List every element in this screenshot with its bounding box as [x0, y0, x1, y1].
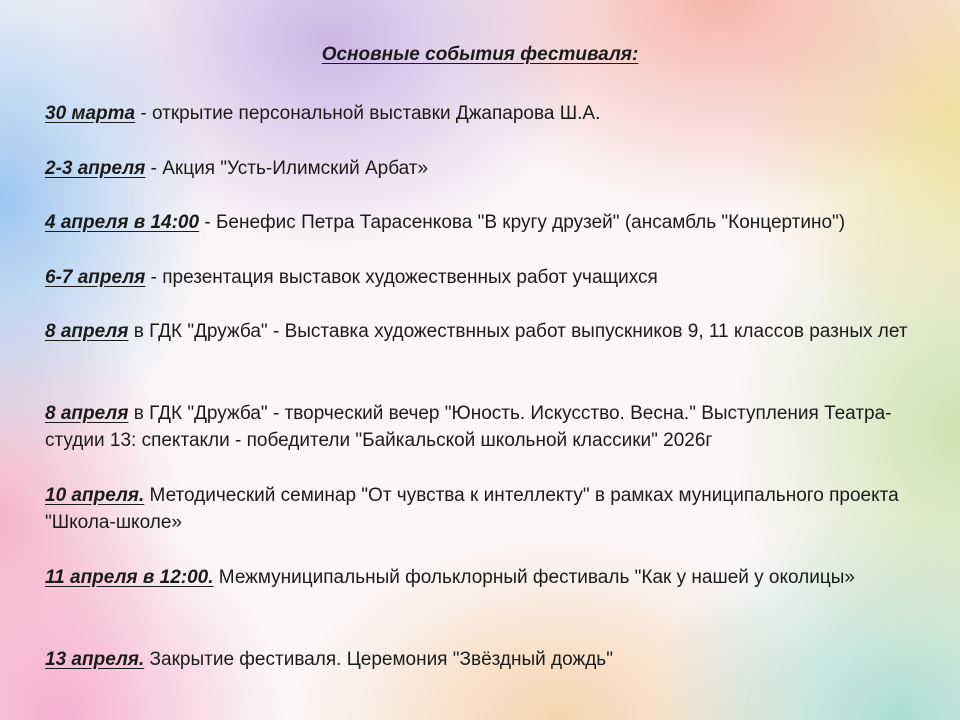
- event-text: Методический семинар "От чувства к интеллекту" в рамках муниципального проекта "Школа-школе»: [45, 485, 899, 533]
- event-date: 10 апреля.: [45, 485, 145, 506]
- event-text: Межмуниципальный фольклорный фестиваль "Как у нашей у околицы»: [213, 567, 855, 588]
- list-item: [45, 155, 925, 182]
- list-item: [45, 482, 925, 536]
- list-item: [45, 209, 925, 236]
- event-date: 8 апреля: [45, 321, 129, 342]
- event-text: в ГДК "Дружба" - творческий вечер "Юность. Искусство. Весна." Выступления Театра-студии 13: спектакли - победители "Байкальской школьной классики" 2026г: [45, 403, 892, 451]
- event-date: 2-3 апреля: [45, 158, 146, 179]
- list-item: [45, 100, 925, 127]
- list-item: [45, 564, 925, 591]
- event-text: Закрытие фестиваля. Церемония "Звёздный дождь": [144, 649, 613, 670]
- list-item: [45, 318, 925, 345]
- event-text: - открытие персональной выставки Джапарова Ш.А.: [135, 103, 601, 124]
- event-date: 8 апреля: [45, 403, 129, 424]
- event-text: - презентация выставок художественных работ учащихся: [145, 267, 658, 288]
- event-date: 30 марта: [45, 103, 136, 124]
- list-item: [45, 400, 925, 454]
- event-date: 11 апреля в 12:00.: [45, 567, 214, 588]
- event-text: - Акция "Усть-Илимский Арбат»: [145, 158, 429, 179]
- event-text: в ГДК "Дружба" - Выставка художествнных работ выпускников 9, 11 классов разных лет: [128, 321, 908, 342]
- list-item: [45, 264, 925, 291]
- page-title: Основные события фестиваля:: [321, 44, 639, 65]
- list-item: [45, 646, 925, 673]
- event-date: 13 апреля.: [45, 649, 145, 670]
- event-date: 4 апреля в 14:00: [45, 212, 200, 233]
- event-date: 6-7 апреля: [45, 267, 146, 288]
- event-text: - Бенефис Петра Тарасенкова "В кругу друзей" (ансамбль "Концертино"): [199, 212, 846, 233]
